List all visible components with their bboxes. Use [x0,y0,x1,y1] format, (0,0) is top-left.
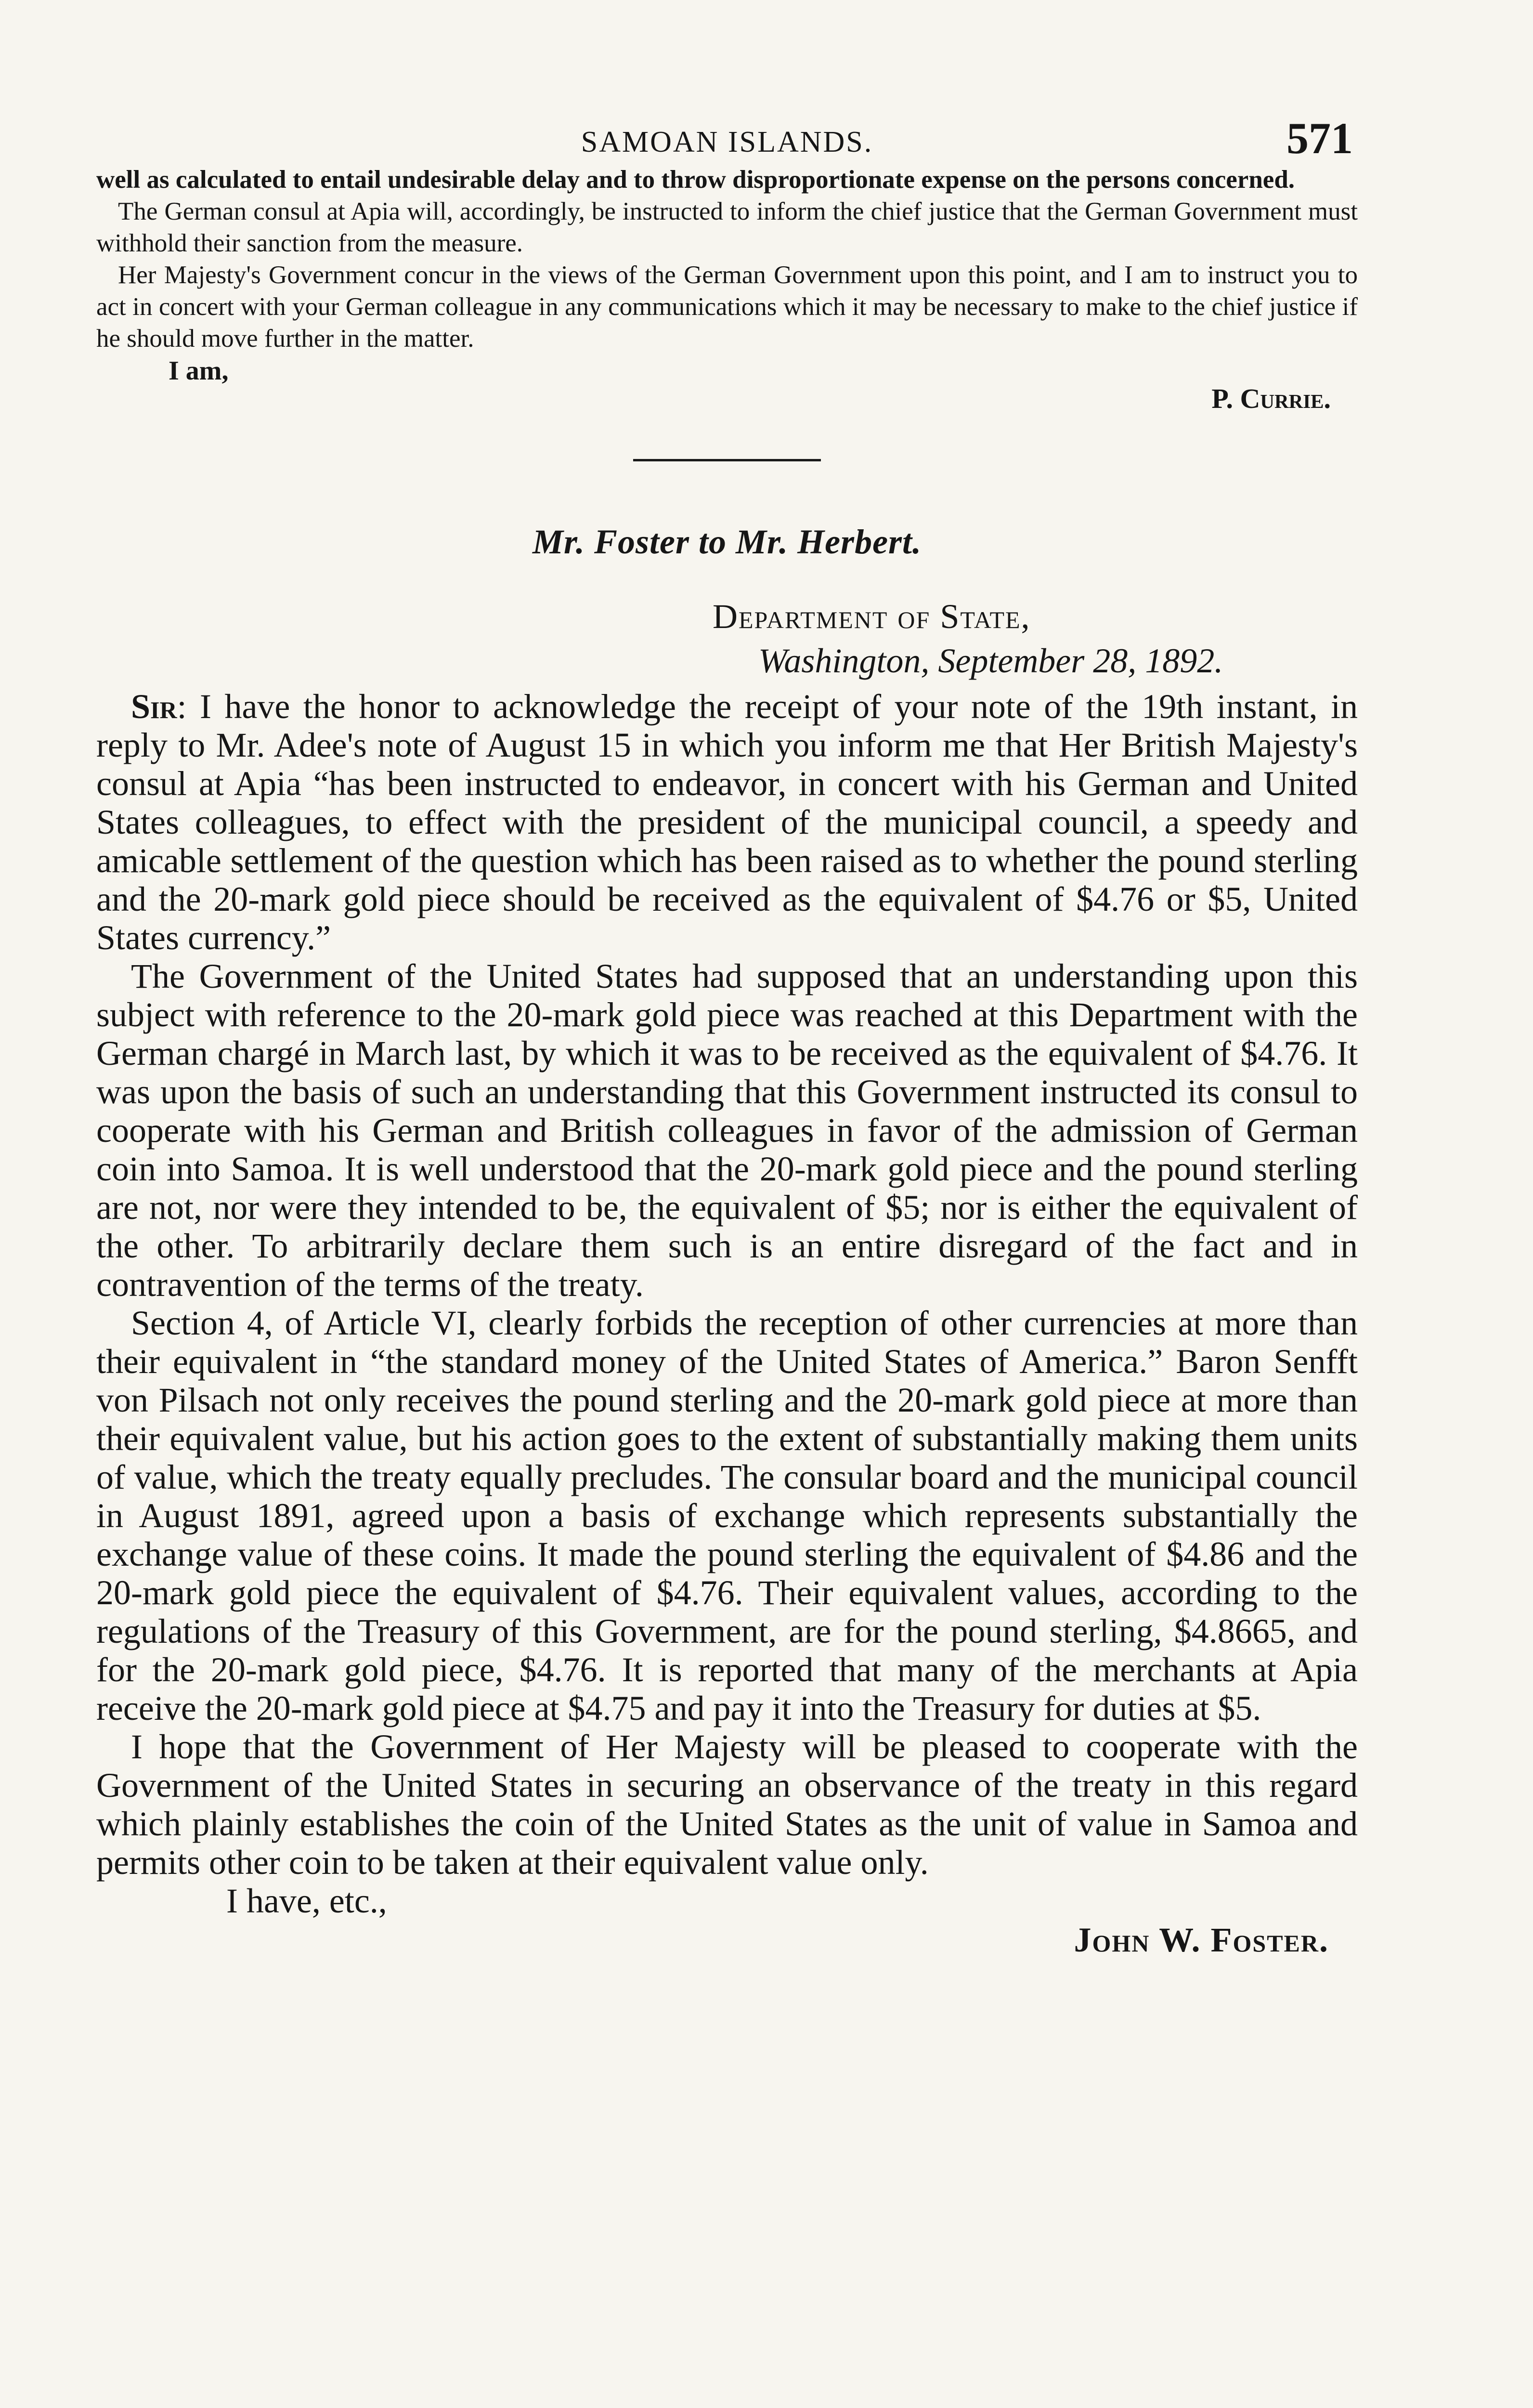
section-divider [633,459,821,461]
paragraph-1-text: : I have the honor to acknowledge the receipt of your note of the 19th instant, in reply to Mr. Adee's note of August 15 in which you inform me that Her British Majesty's consul at Apia “has been instructed to endeavor, in concert with his German and United States colleagues, to effect with the president of the municipal council, a speedy and amicable settlement of the question which has been raised as to whether the pound sterling and the 20-mark gold piece should be received as the equivalent of $4.76 or $5, United States currency.” [96,687,1358,957]
courtesy-closing: I have, etc., [226,1882,387,1920]
place-date-line: Washington, September 28, 1892. [758,641,1223,680]
prior-letter-paragraph-1: well as calculated to entail undesirable delay and to throw disproportionate expense on the persons concerned. [96,166,1295,194]
document-page [96,92,1358,2408]
running-title: SAMOAN ISLANDS. [581,126,873,158]
salutation: Sir [131,687,177,726]
letter-signature: John W. Foster. [1074,1921,1329,1959]
department-line: Department of State, [713,597,1031,636]
letter-paragraph-2: The Government of the United States had supposed that an understanding upon this subject with reference to the 20-mark gold piece was reached at this Department with the German chargé in March last, by which it was to be received as the equivalent of $4.76. It was upon the basis of such an understanding that this Government instructed its consul to cooperate with his German and British colleagues in favor of the admission of German coin into Samoa. It is well understood that the 20-mark gold piece and the pound sterling are not, nor were they intended to be, the equivalent of $5; nor is either the equivalent of the other. To arbitrarily declare them such is an entire disregard of the fact and in contravention of the terms of the treaty. [96,957,1358,1304]
prior-letter-closing: I am, [169,356,229,386]
letter-body [96,687,1358,1920]
prior-letter-paragraph-3: Her Majesty's Government concur in the views of the German Government upon this point, and I am to instruct you to act in concert with your German colleague in any communications which it may be necessary to make to the chief justice if he should move further in the matter. [96,261,1358,353]
letter-dateline [96,596,1358,681]
page-number: 571 [1286,114,1353,163]
letter-paragraph-1 [96,687,1358,957]
letter-paragraph-4: I hope that the Government of Her Majesty will be pleased to cooperate with the Government of the United States in securing an observance of the treaty in this regard which plainly establishes the coin of the United States as the unit of value in Samoa and permits other coin to be taken at their equivalent value only. [96,1727,1358,1882]
running-header [96,92,1358,164]
prior-letter-signature: P. Currie. [1211,383,1331,414]
letter-heading: Mr. Foster to Mr. Herbert. [532,523,922,561]
prior-letter-text [96,164,1358,354]
letter-paragraph-3: Section 4, of Article VI, clearly forbids the reception of other currencies at more than their equivalent in “the standard money of the United States of America.” Baron Senfft von Pilsach not only receives the pound sterling and the 20-mark gold piece at more than their equivalent value, but his action goes to the extent of substantially making them units of value, which the treaty equally precludes. The consular board and the municipal council in August 1891, agreed upon a basis of exchange which represents substantially the exchange value of these coins. It made the pound sterling the equivalent of $4.86 and the 20-mark gold piece the equivalent of $4.76. Their equivalent values, according to the regulations of the Treasury of this Government, are for the pound sterling, $4.8665, and for the 20-mark gold piece, $4.76. It is reported that many of the merchants at Apia receive the 20-mark gold piece at $4.75 and pay it into the Treasury for duties at $5. [96,1304,1358,1727]
prior-letter-paragraph-2: The German consul at Apia will, accordingly, be instructed to inform the chief justice that the German Government must withhold their sanction from the measure. [96,197,1358,257]
